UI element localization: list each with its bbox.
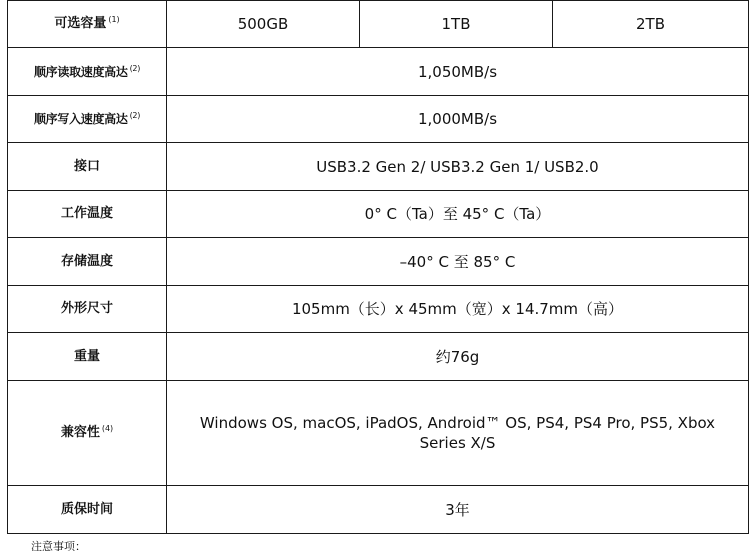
row-storage-temp bbox=[8, 238, 749, 286]
dimensions-label: 外形尺寸 bbox=[8, 286, 167, 333]
dimensions-value: 105mm（长）x 45mm（宽）x 14.7mm（高） bbox=[167, 286, 749, 333]
compatibility-label bbox=[8, 381, 167, 486]
capacity-label-text: 可选容量 bbox=[54, 16, 107, 31]
storage-temp-label: 存储温度 bbox=[8, 238, 167, 286]
capacity-option-1: 500GB bbox=[167, 1, 360, 48]
compatibility-footnote-ref: (4) bbox=[101, 423, 114, 433]
warranty-value: 3年 bbox=[167, 486, 749, 534]
seq-write-label bbox=[8, 96, 167, 143]
spec-table bbox=[7, 0, 749, 534]
operating-temp-value: 0° C（Ta）至 45° C（Ta） bbox=[167, 191, 749, 238]
interface-label: 接口 bbox=[8, 143, 167, 191]
interface-value: USB3.2 Gen 2/ USB3.2 Gen 1/ USB2.0 bbox=[167, 143, 749, 191]
capacity-footnote-ref: (1) bbox=[108, 14, 120, 24]
seq-read-value: 1,050MB/s bbox=[167, 48, 749, 96]
row-operating-temp bbox=[8, 191, 749, 238]
row-dimensions bbox=[8, 286, 749, 333]
seq-read-label-text: 顺序读取速度高达 bbox=[33, 64, 128, 79]
row-weight bbox=[8, 333, 749, 381]
storage-temp-value: –40° C 至 85° C bbox=[167, 238, 749, 286]
compatibility-value bbox=[167, 381, 749, 486]
row-warranty bbox=[8, 486, 749, 534]
row-seq-read bbox=[8, 48, 749, 96]
weight-value: 约76g bbox=[167, 333, 749, 381]
seq-write-label-text: 顺序写入速度高达 bbox=[33, 112, 128, 126]
seq-read-label bbox=[8, 48, 167, 96]
capacity-option-3: 2TB bbox=[553, 1, 749, 48]
operating-temp-label: 工作温度 bbox=[8, 191, 167, 238]
footnote-heading: 注意事项： bbox=[31, 540, 86, 551]
compatibility-value-text: Windows OS, macOS, iPadOS, Android™ OS, PS4, PS4 Pro, PS5, Xbox Series X/S bbox=[199, 414, 716, 452]
seq-read-footnote-ref: (2) bbox=[129, 63, 141, 73]
seq-write-value: 1,000MB/s bbox=[167, 96, 749, 143]
row-capacity bbox=[8, 1, 749, 48]
capacity-option-2: 1TB bbox=[360, 1, 553, 48]
row-compatibility bbox=[8, 381, 749, 486]
weight-label: 重量 bbox=[8, 333, 167, 381]
capacity-label bbox=[8, 1, 167, 48]
compatibility-label-text: 兼容性 bbox=[60, 425, 100, 440]
row-interface bbox=[8, 143, 749, 191]
warranty-label: 质保时间 bbox=[8, 486, 167, 534]
row-seq-write bbox=[8, 96, 749, 143]
seq-write-footnote-ref: (2) bbox=[129, 111, 141, 120]
